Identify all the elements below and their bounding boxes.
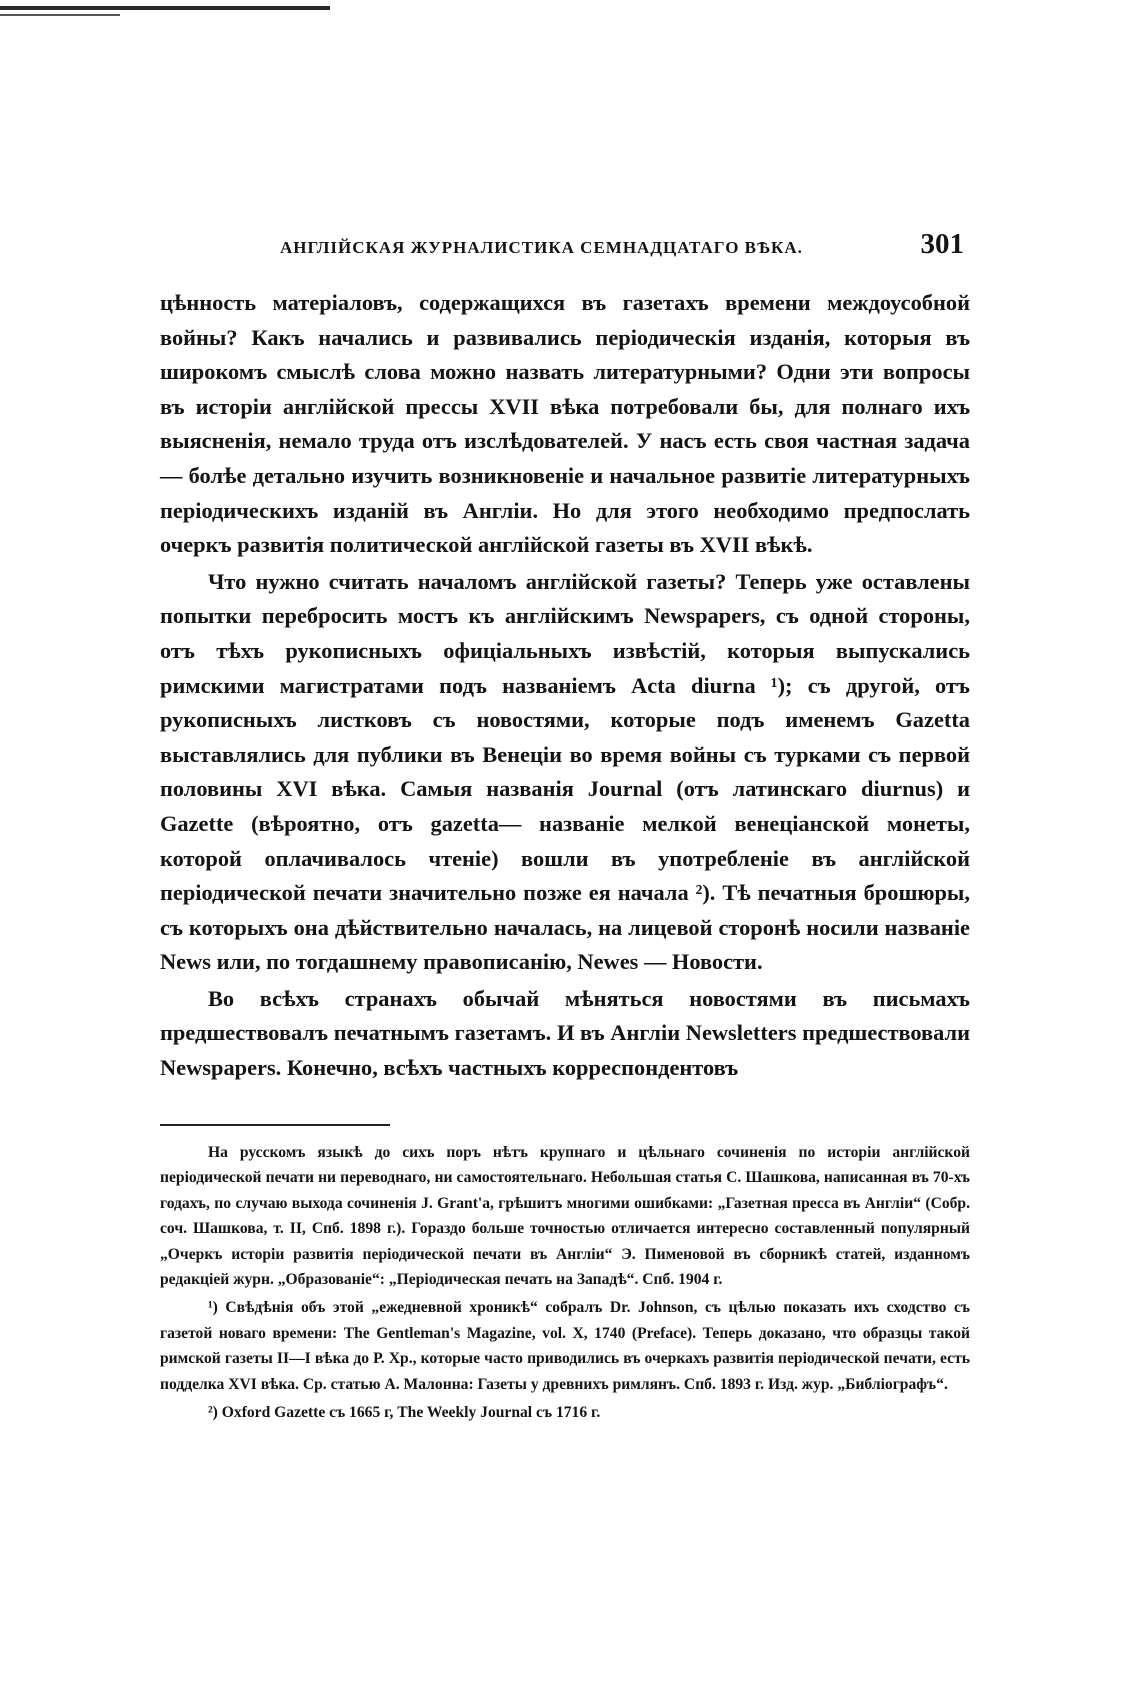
- scan-edge-rule: [0, 6, 330, 10]
- page-number: 301: [920, 228, 964, 260]
- footnote-1: ¹) Свѣдѣнія объ этой „ежедневной хроникѣ“ собралъ Dr. Johnson, съ цѣлью показать ихъ сходство съ газетой новаго времени: The Gentleman's Magazine, vol. X, 1740 (Preface). Теперь доказано, что образцы такой римской газеты II—I вѣка до Р. Хр., которые часто приводились въ очеркахъ развитія періодической печати, есть подделка XVI вѣка. Ср. статью А. Малонна: Газеты у древнихъ римлянъ. Спб. 1893 г. Изд. жур. „Библіографъ“.: [160, 1299, 970, 1393]
- footnote-2: ²) Oxford Gazette съ 1665 г, The Weekly Journal съ 1716 г.: [208, 1404, 601, 1422]
- scan-edge-rule-secondary: [0, 14, 120, 16]
- running-title: АНГЛІЙСКАЯ ЖУРНАЛИСТИКА СЕМНАДЦАТАГО ВѢКА.: [280, 238, 803, 257]
- page-header: [160, 228, 970, 268]
- main-text: [160, 286, 970, 1088]
- paragraph-1: цѣнность матеріаловъ, содержащихся въ газетахъ времени междоусобной войны? Какъ начались и развивались періодическія изданія, которыя въ широкомъ смыслѣ слова можно назвать литературными? Одни эти вопросы въ исторіи англійской прессы XVII вѣка потребовали бы, для полнаго ихъ выясненія, немало труда отъ изслѣдователей. У насъ есть своя частная задача — болѣе детально изучить возникновеніе и начальное развитіе литературныхъ періодическихъ изданій въ Англіи. Но для этого необходимо предпослать очеркъ развитія политической англійской газеты въ XVII вѣкѣ.: [160, 290, 970, 558]
- footnote-divider: [160, 1124, 390, 1126]
- footnotes: [160, 1140, 970, 1428]
- paragraph-3: Во всѣхъ странахъ обычай мѣняться новостями въ письмахъ предшествовалъ печатнымъ газетамъ. И въ Англіи Newsletters предшествовали Newspapers. Конечно, всѣхъ частныхъ корреспондентовъ: [160, 985, 970, 1081]
- footnote-intro: На русскомъ языкѣ до сихъ поръ нѣтъ крупнаго и цѣльнаго сочиненія по исторіи англійской періодической печати ни переводнаго, ни самостоятельнаго. Небольшая статья С. Шашкова, написанная въ 70-хъ годахъ, по случаю выхода сочиненія J. Grant'а, грѣшитъ многими ошибками: „Газетная пресса въ Англіи“ (Собр. соч. Шашкова, т. II, Спб. 1898 г.). Гораздо больше точностью отличается интересно составленный популярный „Очеркъ исторіи развитія періодической печати въ Англіи“ Э. Пименовой въ сборникѣ статей, изданномъ редакціей журн. „Образованіе“: „Періодическая печать на Западѣ“. Спб. 1904 г.: [160, 1144, 970, 1289]
- paragraph-2: Что нужно считать началомъ англійской газеты? Теперь уже оставлены попытки перебросить мостъ къ англійскимъ Newspapers, съ одной стороны, отъ тѣхъ рукописныхъ офиціальныхъ извѣстій, которыя выпускались римскими магистратами подъ названіемъ Acta diurna ¹); съ другой, отъ рукописныхъ листковъ съ новостями, которые подъ именемъ Gazetta выставлялись для публики въ Венеціи во время войны съ турками съ первой половины XVI вѣка. Самыя названія Journal (отъ латинскаго diurnus) и Gazette (вѣроятно, отъ gazetta— названіе мелкой венеціанской монеты, которой оплачивалось чтеніе) вошли въ употребленіе въ англійской періодической печати значительно позже ея начала ²). Тѣ печатныя брошюры, съ которыхъ она дѣйствительно началась, на лицевой сторонѣ носили названіе News или, по тогдашнему правописанію, Newes — Новости.: [160, 568, 970, 975]
